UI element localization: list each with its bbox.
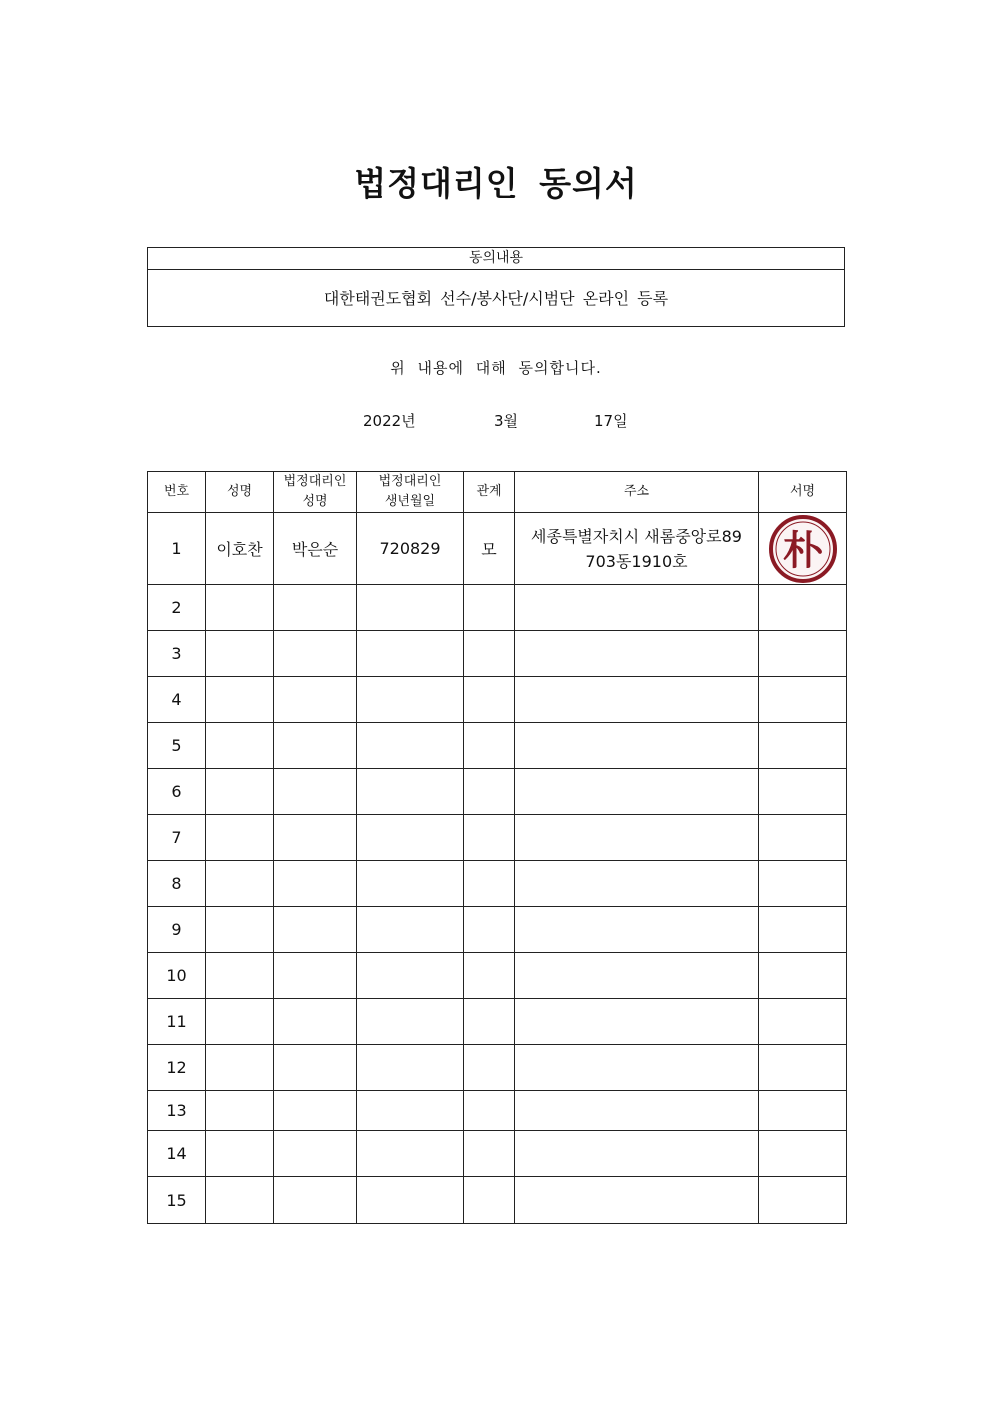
cell-number: 3: [148, 631, 206, 677]
header-guardian-birth: [357, 472, 464, 513]
cell-number: 1: [148, 513, 206, 585]
cell-number: 13: [148, 1091, 206, 1131]
header-number: 번호: [148, 472, 206, 513]
table-row: [148, 1131, 847, 1177]
consent-box: [147, 247, 845, 327]
consent-content: 대한태권도협회 선수/봉사단/시범단 온라인 등록: [323, 289, 669, 308]
header-address: 주소: [515, 472, 759, 513]
header-guardian-name-line1: 법정대리인: [283, 474, 347, 489]
table-row: [148, 631, 847, 677]
cell-guardian-birth: 720829: [357, 513, 464, 585]
cell-number: 6: [148, 769, 206, 815]
header-signature: 서명: [759, 472, 847, 513]
cell-relation: 모: [464, 513, 515, 585]
header-guardian-birth-line2: 생년월일: [384, 494, 436, 509]
table-row: [148, 1045, 847, 1091]
header-name: 성명: [206, 472, 274, 513]
address-line1: 세종특별자치시 새롬중앙로89: [531, 526, 742, 546]
cell-guardian-name: 박은순: [274, 513, 357, 585]
cell-number: 7: [148, 815, 206, 861]
cell-number: 14: [148, 1131, 206, 1177]
cell-number: 2: [148, 585, 206, 631]
header-guardian-name: [274, 472, 357, 513]
cell-number: 15: [148, 1177, 206, 1224]
header-guardian-birth-line1: 법정대리인: [378, 474, 442, 489]
table-row: [148, 723, 847, 769]
agreement-statement: 위 내용에 대해 동의합니다.: [390, 359, 602, 377]
table-row: [148, 769, 847, 815]
cell-number: 10: [148, 953, 206, 999]
seal-stamp-icon: [768, 514, 838, 584]
date-day: 17일: [594, 412, 628, 430]
date-year: 2022년: [363, 412, 416, 430]
cell-name: 이호찬: [206, 513, 274, 585]
table-row: [148, 1177, 847, 1224]
cell-number: 9: [148, 907, 206, 953]
cell-number: 12: [148, 1045, 206, 1091]
table-row: [148, 999, 847, 1045]
document-title: 법정대리인 동의서: [354, 164, 638, 203]
cell-number: 11: [148, 999, 206, 1045]
cell-number: 4: [148, 677, 206, 723]
guardian-table: [147, 471, 847, 1224]
date-line: [0, 410, 992, 432]
cell-number: 5: [148, 723, 206, 769]
header-guardian-name-line2: 성명: [302, 494, 328, 509]
cell-number: 8: [148, 861, 206, 907]
table-row: [148, 585, 847, 631]
table-row: [148, 815, 847, 861]
table-header-row: [148, 472, 847, 513]
cell-address: [515, 513, 759, 585]
table-row: [148, 677, 847, 723]
table-row: [148, 861, 847, 907]
address-line2: 703동1910호: [585, 551, 688, 571]
table-row: [148, 907, 847, 953]
cell-signature: [759, 513, 847, 585]
consent-header: 동의내용: [148, 248, 844, 270]
table-row: [148, 953, 847, 999]
seal-character: 朴: [782, 527, 823, 574]
table-row: [148, 1091, 847, 1131]
table-row: [148, 513, 847, 585]
header-relation: 관계: [464, 472, 515, 513]
date-month: 3월: [494, 412, 519, 430]
